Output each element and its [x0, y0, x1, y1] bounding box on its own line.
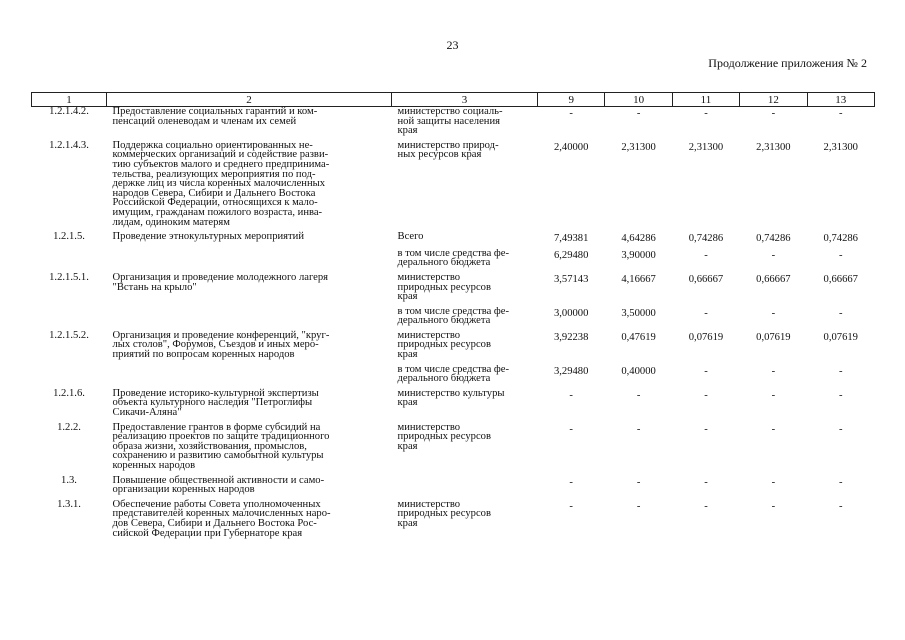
row-value: 2,40000 — [553, 141, 589, 153]
row-value: - — [838, 108, 843, 119]
row-organization: в том числе средства фе- дерального бюджета — [397, 247, 510, 269]
row-value: 2,31300 — [823, 141, 858, 153]
row-number: 1.3.1. — [57, 498, 81, 510]
row-value: - — [838, 307, 843, 319]
row-value: - — [569, 108, 573, 119]
row-organization: министерство природных ресурсов края — [397, 421, 491, 452]
col-header-11: 11 — [672, 93, 739, 107]
row-activity — [107, 307, 392, 331]
row-value: - — [636, 476, 641, 488]
row-value: 0,07619 — [756, 331, 791, 343]
row-value: 0,74286 — [823, 233, 858, 245]
row-value: - — [704, 307, 708, 319]
row-value: - — [771, 476, 776, 488]
table-row — [32, 141, 875, 232]
row-number: 1.2.2. — [57, 421, 81, 433]
row-value: 0,47619 — [621, 331, 656, 343]
col-header-10: 10 — [605, 93, 672, 107]
row-value: 0,07619 — [823, 331, 858, 343]
col-header-12: 12 — [740, 93, 807, 107]
row-organization: министерство социаль- ной защиты населения края — [397, 106, 503, 137]
table-row — [32, 273, 875, 307]
row-organization: министерство природных ресурсов края — [397, 498, 491, 529]
row-value: 4,16667 — [621, 273, 656, 285]
col-header-3: 3 — [392, 93, 538, 107]
row-value: 6,29480 — [553, 249, 589, 261]
row-value: - — [838, 249, 843, 261]
row-value: - — [569, 500, 573, 512]
row-value: - — [636, 423, 641, 435]
row-value: - — [704, 249, 708, 261]
table-row — [32, 307, 875, 331]
row-value: - — [771, 108, 776, 119]
row-value: - — [771, 423, 776, 435]
row-organization: министерство природных ресурсов края — [397, 329, 491, 361]
table-header-row — [32, 93, 875, 107]
row-activity: Повышение общественной активности и само- организации коренных народов — [112, 474, 325, 496]
row-value: - — [569, 389, 573, 401]
row-value: - — [704, 365, 708, 377]
row-value: - — [704, 476, 708, 488]
page-number: 23 — [446, 38, 459, 52]
row-value: 3,29480 — [553, 365, 589, 377]
row-value: - — [771, 365, 776, 377]
row-value: 3,92238 — [553, 331, 589, 343]
row-value: - — [771, 500, 776, 512]
row-value: - — [838, 365, 843, 377]
col-header-9: 9 — [538, 93, 605, 107]
row-organization: министерство природных ресурсов края — [397, 271, 491, 303]
row-number: 1.2.1.4.3. — [49, 139, 89, 151]
row-activity — [107, 249, 392, 273]
table-row — [32, 389, 875, 423]
row-activity: Предоставление грантов в форме субсидий на реализацию проектов по защите традиционного образа жизни, хозяйствования, промыслов, сохранению и развитию самобытной культуры коренных народов — [112, 421, 330, 471]
row-value: 2,31300 — [688, 141, 724, 153]
row-value: 4,64286 — [621, 233, 656, 245]
table-row — [32, 107, 875, 141]
row-number — [32, 307, 107, 331]
row-activity: Проведение этнокультурных мероприятий — [112, 231, 305, 243]
row-number: 1.3. — [61, 474, 77, 486]
row-organization: в том числе средства фе- дерального бюджета — [397, 305, 510, 327]
row-value: - — [771, 389, 776, 401]
row-value: 0,66667 — [756, 273, 791, 285]
row-number: 1.2.1.5.2. — [49, 329, 89, 341]
row-value: 0,07619 — [688, 331, 724, 343]
row-value: - — [704, 108, 708, 119]
row-activity: Обеспечение работы Совета уполномоченных представителей коренных малочисленных наро- дов Севера, Сибири и Дальнего Востока Рос- сийской Федерации при Губернаторе края — [112, 498, 331, 539]
row-value: - — [569, 476, 573, 488]
row-value: 0,74286 — [756, 233, 791, 245]
row-value: 0,66667 — [823, 273, 858, 285]
row-value: - — [838, 500, 843, 512]
col-header-2: 2 — [107, 93, 392, 107]
row-value: - — [636, 108, 641, 119]
row-value: 3,90000 — [621, 249, 656, 261]
row-number: 1.2.1.5. — [53, 231, 85, 243]
table-row — [32, 232, 875, 249]
budget-table — [31, 92, 875, 543]
row-number — [32, 365, 107, 389]
row-value: - — [704, 389, 708, 401]
row-activity: Поддержка социально ориентированных не- коммерческих организаций и содействие разви- тию субъектов малого и среднего предпринима- тельства, реализующих мероприятия по под- держке лиц из числа коренных малочисленных народов Севера, Сибири и Дальнего Востока Российской Федерации, относящихся к мало- имущим, гражданам пожилого возраста, инва- лидам, одиноким матерям — [112, 139, 330, 228]
row-number: 1.2.1.6. — [53, 387, 85, 399]
table-row — [32, 365, 875, 389]
row-activity: Проведение историко-культурной экспертизы объекта культурного наследия "Петроглифы Сикачи-Аляна" — [112, 387, 319, 419]
row-value: - — [636, 500, 641, 512]
row-value: - — [838, 423, 843, 435]
row-value: 2,31300 — [756, 141, 791, 153]
row-value: 0,74286 — [688, 233, 724, 245]
row-value: - — [636, 389, 641, 401]
row-value: - — [771, 307, 776, 319]
row-value: 7,49381 — [553, 233, 589, 245]
row-activity: Организация и проведение молодежного лагеря "Встань на крыло" — [112, 271, 329, 293]
continuation-label: Продолжение приложения № 2 — [708, 56, 867, 70]
table-row — [32, 476, 875, 500]
row-activity: Организация и проведение конференций, "круг- лых столов", Форумов, Съездов и иных меро- приятий по вопросам коренных народов — [112, 329, 330, 361]
row-value: 0,66667 — [688, 273, 724, 285]
row-activity: Предоставление социальных гарантий и ком- пенсаций оленеводам и членам их семей — [112, 106, 318, 127]
row-value: 0,40000 — [621, 365, 656, 377]
row-number: 1.2.1.5.1. — [49, 271, 89, 283]
row-value: 3,50000 — [621, 307, 656, 319]
row-value: - — [704, 500, 708, 512]
row-number — [32, 249, 107, 273]
row-number: 1.2.1.4.2. — [49, 106, 89, 117]
row-value: - — [704, 423, 708, 435]
table-row — [32, 249, 875, 273]
row-activity — [107, 365, 392, 389]
table-row — [32, 423, 875, 476]
col-header-13: 13 — [807, 93, 874, 107]
col-header-1: 1 — [32, 93, 107, 107]
row-value: - — [838, 476, 843, 488]
table-row — [32, 331, 875, 365]
table-row — [32, 500, 875, 543]
row-value: 3,00000 — [553, 307, 589, 319]
row-value: - — [838, 389, 843, 401]
row-value: - — [771, 249, 776, 261]
row-organization: Всего — [397, 231, 424, 243]
row-value: 2,31300 — [621, 141, 656, 153]
row-value: - — [569, 423, 573, 435]
row-organization: в том числе средства фе- дерального бюджета — [397, 363, 510, 385]
row-organization: министерство природ- ных ресурсов края — [397, 139, 499, 161]
row-value: 3,57143 — [553, 273, 589, 285]
row-organization: министерство культуры края — [397, 387, 505, 409]
row-organization — [392, 476, 538, 500]
